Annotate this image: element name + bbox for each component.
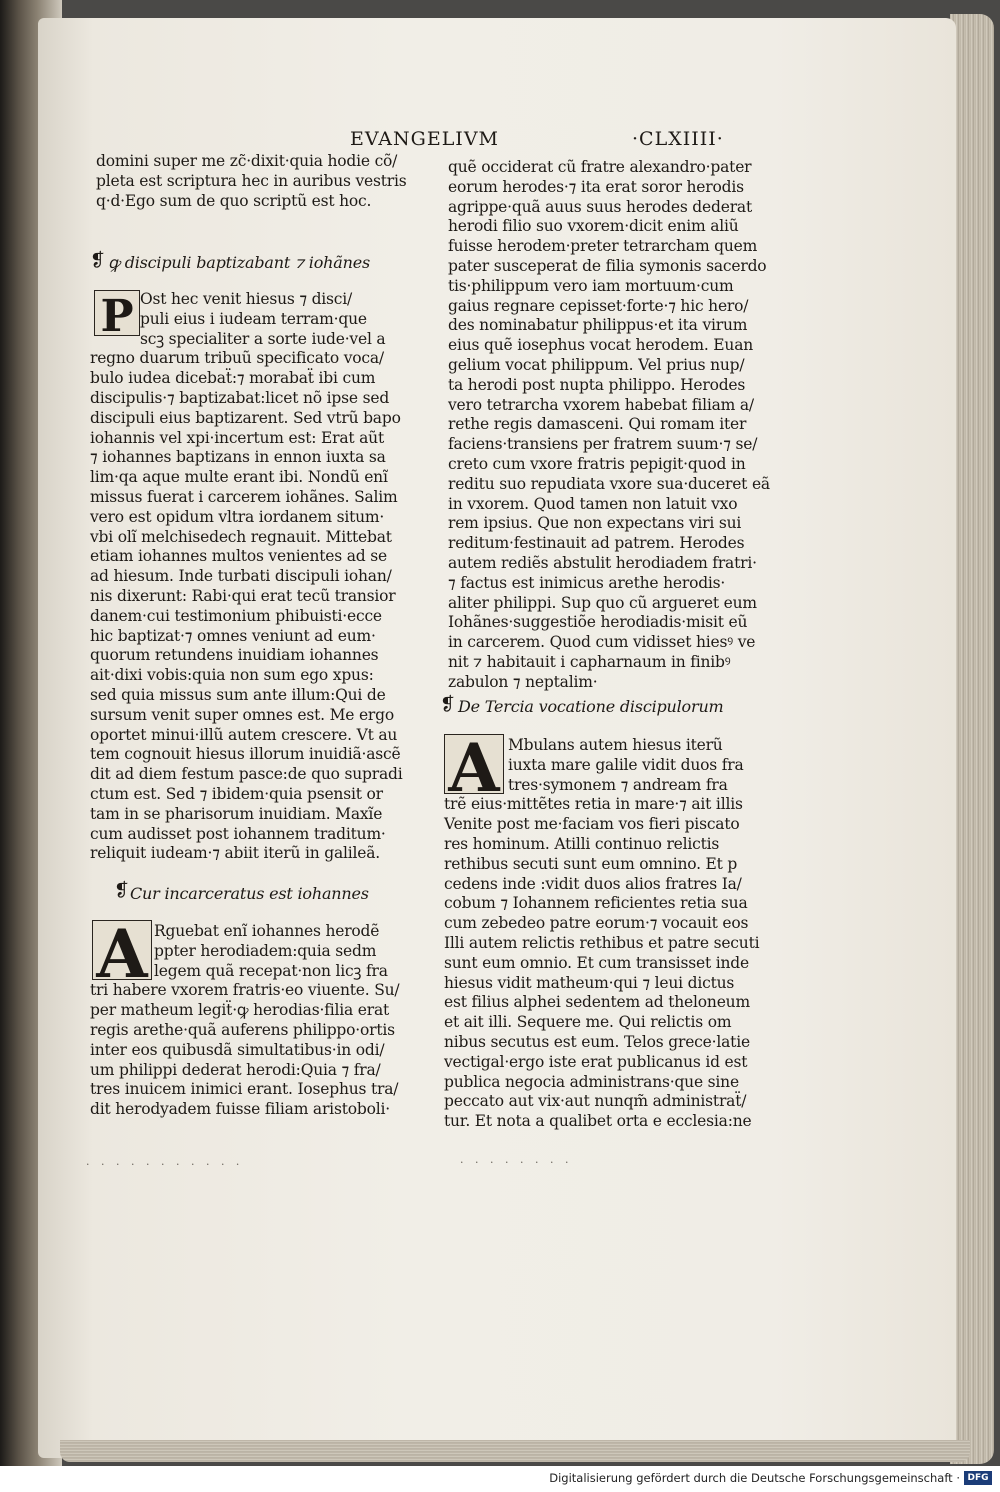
text-line: in vxorem. Quod tamen non latuit vxo	[448, 494, 738, 513]
text-line: ait·dixi vobis:quia non sum ego xpus:	[90, 666, 374, 685]
text-line: hic baptizat·⁊ omnes veniunt ad eum·	[90, 626, 376, 645]
text-line: rethibus secuti sunt eum omnino. Et p	[444, 854, 738, 873]
text-line: tri habere vxorem fratris·eo viuente. Su/	[90, 981, 400, 1000]
text-line: gaius regnare cepisset·forte·⁊ hic hero/	[448, 296, 749, 315]
text-line: dit ad diem festum pasce:de quo supradi	[90, 765, 403, 784]
text-line: discipuli eius baptizarent. Sed vtrũ bapo	[90, 408, 401, 427]
text-line: ta herodi post nupta philippo. Herodes	[448, 375, 746, 394]
guide-dots: · · · · · · · · · · ·	[86, 1158, 244, 1171]
text-line: q·d·Ego sum de quo scriptũ est hoc.	[96, 191, 372, 210]
book-fore-edge	[950, 14, 994, 1464]
text-line: nis dixerunt: Rabi·qui erat tecũ transior	[90, 587, 396, 605]
text-line: quorum retundens inuidiam iohannes	[90, 646, 379, 665]
text-line: publica negocia administrans·que sine	[444, 1072, 739, 1091]
section-heading: Cur incarceratus est iohannes	[130, 884, 369, 903]
text-line: tres inuicem inimici erant. Iosephus tra/	[90, 1080, 399, 1099]
text-line: zabulon ⁊ neptalim·	[448, 672, 598, 691]
text-line: tem cognouit hiesus illorum inuidiã·ascẽ	[90, 745, 401, 764]
text-line: eorum herodes·⁊ ita erat soror herodis	[448, 177, 744, 196]
text-line: quẽ occiderat cũ fratre alexandro·pater	[448, 158, 752, 176]
text-line: Rguebat enĩ iohannes herodẽ	[154, 922, 380, 940]
paragraph-mark: ❡	[90, 250, 106, 271]
text-line: tur. Et nota a qualibet orta e ecclesia:ne	[444, 1112, 752, 1131]
text-line: ad hiesum. Inde turbati discipuli iohan/	[90, 567, 392, 586]
text-line: puli eius i iudeam terram·que	[140, 309, 367, 328]
text-line: eius quẽ iosephus vocat herodem. Euan	[448, 336, 754, 355]
drop-initial: A	[92, 920, 152, 980]
text-line: iuxta mare galile vidit duos fra	[508, 755, 744, 774]
text-line: lim·qa aque multe erant ibi. Nondũ enĩ	[90, 468, 388, 487]
folio-number: ·CLXIIII·	[632, 128, 724, 150]
text-line: um philippi dederat herodi:Quia ⁊ fra/	[90, 1060, 381, 1079]
paragraph-mark: ❡	[114, 880, 130, 901]
text-line: regis arethe·quã auferens philippo·ortis	[90, 1021, 395, 1039]
text-line: peccato aut vix·aut nunqm̃ administraẗ/	[444, 1092, 747, 1111]
text-line: inter eos quibusdã simultatibus·in odi/	[90, 1040, 385, 1059]
text-line: dit herodyadem fuisse filiam aristoboli·	[90, 1100, 390, 1119]
text-line: fuisse herodem·preter tetrarcham quem	[448, 237, 758, 256]
text-line: ppter herodiadem:quia sedm	[154, 941, 377, 960]
text-line: tam in se pharisorum inuidiam. Maxĩe	[90, 804, 383, 823]
text-line: reditu suo repudiata vxore sua·duceret eã	[448, 474, 770, 493]
text-line: sunt eum omnio. Et cum transisset inde	[444, 953, 749, 972]
text-line: cedens inde :vidit duos alios fratres Ia/	[444, 874, 742, 893]
text-line: vectigal·ergo iste erat publicanus id est	[444, 1052, 748, 1071]
text-line: discipulis·⁊ baptizabat:licet nõ ipse sed	[90, 389, 390, 407]
text-line: sursum venit super omnes est. Me ergo	[90, 705, 394, 724]
text-line: Iohãnes·suggestiõe herodiadis·misit eũ	[448, 613, 748, 632]
text-line: tis·philippum vero iam mortuum·cum	[448, 276, 734, 295]
section-heading: ꝙ discipuli baptizabant ⁊ iohãnes	[108, 253, 370, 272]
text-line: etiam iohannes multos venientes ad se	[90, 547, 387, 566]
book-bottom-edge	[60, 1440, 970, 1462]
text-line: gelium vocat philippum. Vel prius nup/	[448, 356, 745, 374]
guide-dots-right: · · · · · · · ·	[460, 1156, 573, 1169]
dfg-logo: DFG	[964, 1471, 992, 1485]
text-line: in carcerem. Quod cum vidisset hiesꝰ ve	[448, 633, 756, 652]
text-line: pleta est scriptura hec in auribus vestris	[96, 171, 407, 190]
text-line: reditum·festinauit ad patrem. Herodes	[448, 534, 745, 553]
text-line: vbi olĩ melchisedech regnauit. Mittebat	[90, 527, 392, 546]
text-line: aliter philippi. Sup quo cũ argueret eum	[448, 593, 757, 612]
text-line: missus fuerat i carcerem iohãnes. Salim	[90, 488, 398, 506]
drop-initial: A	[444, 734, 504, 794]
text-line: agrippe·quã auus suus herodes dederat	[448, 197, 752, 216]
text-line: reliquit iudeam·⁊ abiit iterũ in galileã.	[90, 844, 381, 863]
text-line: tres·symonem ⁊ andream fra	[508, 775, 728, 794]
text-line: bulo iudea dicebaẗ:⁊ morabaẗ ibi cum	[90, 369, 376, 388]
text-line: oportet minui·illũ autem crescere. Vt au	[90, 725, 398, 744]
text-line: creto cum vxore fratris pepigit·quod in	[448, 455, 746, 473]
text-line: cum zebedeo patre eorum·⁊ vocauit eos	[444, 914, 749, 933]
text-line: cobum ⁊ Iohannem reficientes retia sua	[444, 894, 748, 913]
text-line: regno duarum tribuũ specificato voca/	[90, 349, 384, 368]
text-line: autem rediẽs abstulit herodiadem fratri·	[448, 554, 757, 572]
text-line: scꝫ specialiter a sorte iude·vel a	[140, 329, 386, 348]
text-line: trẽ eius·mittẽtes retia in mare·⁊ ait illis	[444, 795, 743, 814]
text-line: Mbulans autem hiesus iterũ	[508, 736, 723, 754]
text-line: faciens·transiens per fratrem suum·⁊ se/	[448, 435, 758, 454]
footer-bar	[0, 1466, 1000, 1492]
text-line: des nominabatur philippus·et ita virum	[448, 316, 748, 335]
text-line: nibus secutus est eum. Telos grece·latie	[444, 1033, 750, 1051]
text-line: legem quã recepat·non licꝫ fra	[154, 961, 388, 980]
text-line: per matheum legiẗ·ꝙ herodias·filia erat	[90, 1001, 390, 1020]
section-heading: De Tercia vocatione discipulorum	[458, 697, 724, 716]
text-line: rethe regis damasceni. Qui romam iter	[448, 415, 747, 434]
text-line: Ost hec venit hiesus ⁊ disci/	[140, 290, 353, 308]
text-line: vero tetrarcha vxorem habebat filiam a/	[448, 395, 754, 414]
text-line: vero est opidum vltra iordanem situm·	[90, 507, 385, 526]
text-line: cum audisset post iohannem traditum·	[90, 824, 386, 843]
running-title: EVANGELIVM	[350, 128, 499, 150]
text-line: ⁊ factus est inimicus arethe herodis·	[448, 573, 726, 592]
text-line: est filius alphei sedentem ad theloneum	[444, 993, 750, 1012]
text-line: pater susceperat de filia symonis sacerdo	[448, 257, 767, 275]
text-line: ctum est. Sed ⁊ ibidem·quia psensit or	[90, 785, 383, 803]
text-line: hiesus vidit matheum·qui ⁊ leui dictus	[444, 973, 735, 992]
text-line: Venite post me·faciam vos fieri piscato	[444, 815, 740, 834]
text-line: ⁊ iohannes baptizans in ennon iuxta sa	[90, 448, 386, 467]
drop-initial: P	[94, 290, 140, 336]
text-line: sed quia missus sum ante illum:Qui de	[90, 686, 386, 704]
footer-credit: Digitalisierung gefördert durch die Deutsche Forschungsgemeinschaft ·	[549, 1471, 960, 1485]
text-line: nit ⁊ habitauit i capharnaum in finibꝰ	[448, 653, 731, 671]
text-line: herodi filio suo vxorem·dicit enim aliũ	[448, 217, 739, 236]
text-line: danem·cui testimonium phibuisti·ecce	[90, 606, 382, 625]
text-line: et ait illi. Sequere me. Qui relictis om	[444, 1013, 732, 1032]
text-line: rem ipsius. Que non expectans viri sui	[448, 514, 742, 533]
text-line: iohannis vel xpi·incertum est: Erat aũt	[90, 428, 384, 447]
text-line: res hominum. Atilli continuo relictis	[444, 835, 720, 853]
text-line: Illi autem relictis rethibus et patre secuti	[444, 934, 760, 952]
paragraph-mark: ❡	[440, 694, 456, 715]
text-line: domini super me zc̃·dixit·quia hodie cõ/	[96, 152, 398, 170]
